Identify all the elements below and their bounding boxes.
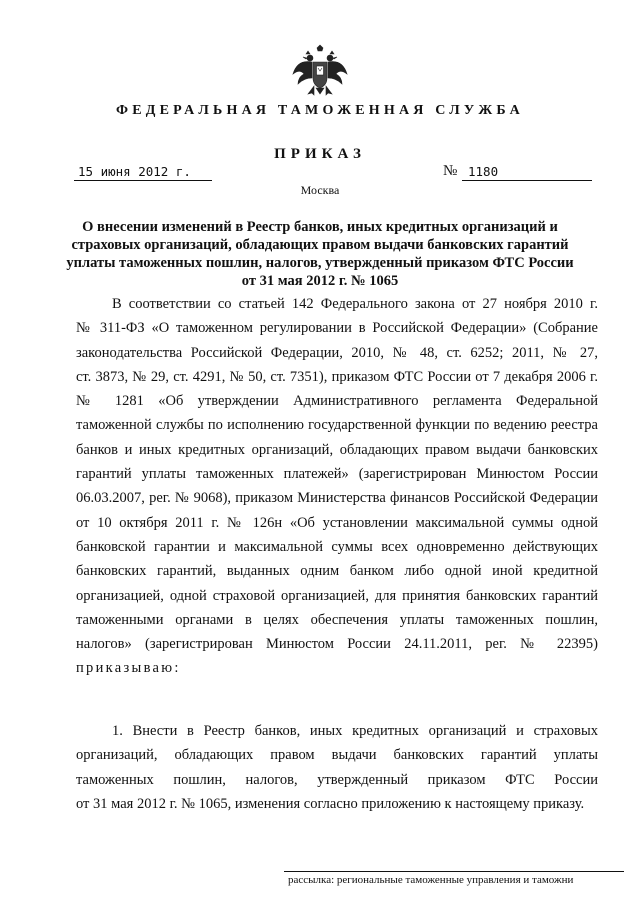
item-line: 1. Внести в Реестр банков, иных кредитных организаций и страховых bbox=[112, 723, 598, 739]
body-line: банков и иных кредитных организаций, обладающих правом выдачи банковских bbox=[76, 441, 598, 458]
body-line: ст. 3873, № 29, ст. 4291, № 50, ст. 7351), приказом ФТС России от 7 декабря 2006 г. bbox=[76, 368, 598, 385]
order-number: 1180 bbox=[462, 164, 592, 181]
footer-divider bbox=[284, 871, 624, 872]
body-line: от 10 октября 2011 г. № 126н «Об установлении максимальной суммы одной bbox=[76, 514, 598, 531]
preamble-paragraph bbox=[76, 292, 598, 681]
body-line: таможенной службы по исполнению государственной функции по ведению реестра bbox=[76, 417, 598, 434]
body-line: В соответствии со статьей 142 Федерального закона от 27 ноября 2010 г. bbox=[112, 296, 598, 312]
body-line: организацией, одной страховой организацией, для принятия банковских гарантий bbox=[76, 587, 598, 604]
order-item-1 bbox=[76, 719, 598, 816]
body-line: № 1281 «Об утверждении Административного регламента Федеральной bbox=[76, 393, 598, 410]
agency-name: ФЕДЕРАЛЬНАЯ ТАМОЖЕННАЯ СЛУЖБА bbox=[116, 103, 524, 118]
body-line: налогов» (зарегистрирован Минюстом России 24.11.2011, рег. № 22395) bbox=[76, 636, 598, 653]
body-line: законодательства Российской Федерации, 2010, № 48, ст. 6252; 2011, № 27, bbox=[76, 344, 598, 361]
title-line: страховых организаций, обладающих правом выдачи банковских гарантий bbox=[71, 237, 569, 253]
issue-city: Москва bbox=[300, 183, 340, 197]
body-line: № 311-ФЗ «О таможенном регулировании в Российской Федерации» (Собрание bbox=[76, 320, 598, 337]
document-type: ПРИКАЗ bbox=[274, 146, 366, 162]
item-line: организаций, обладающих правом выдачи банковских гарантий уплаты bbox=[76, 747, 598, 764]
order-directive: приказываю: bbox=[76, 660, 181, 677]
body-line: банковских гарантий, выданных одним банком либо одной иной кредитной bbox=[76, 563, 598, 580]
distribution-note: рассылка: региональные таможенные управления и таможни bbox=[288, 874, 574, 886]
order-date: 15 июня 2012 г. bbox=[74, 164, 212, 181]
item-line: от 31 мая 2012 г. № 1065, изменения согласно приложению к настоящему приказу. bbox=[76, 795, 585, 812]
order-title bbox=[60, 218, 580, 290]
title-line: О внесении изменений в Реестр банков, иных кредитных организаций и bbox=[82, 219, 558, 235]
number-sign: № bbox=[443, 163, 458, 179]
double-headed-eagle-emblem-icon bbox=[290, 44, 350, 96]
body-line: гарантий уплаты таможенных платежей» (зарегистрирован Минюстом России bbox=[76, 466, 598, 483]
title-line: уплаты таможенных пошлин, налогов, утвержденный приказом ФТС России bbox=[66, 255, 574, 271]
body-line: банковской гарантии и максимальной суммы всех одновременно действующих bbox=[76, 538, 598, 555]
item-line: таможенных пошлин, налогов, утвержденный приказом ФТС России bbox=[76, 771, 598, 788]
body-line: 06.03.2007, рег. № 9068), приказом Министерства финансов Российской Федерации bbox=[76, 490, 598, 507]
title-line: от 31 мая 2012 г. № 1065 bbox=[241, 273, 399, 289]
body-line: таможенными органами в целях обеспечения уплаты таможенных пошлин, bbox=[76, 611, 598, 628]
